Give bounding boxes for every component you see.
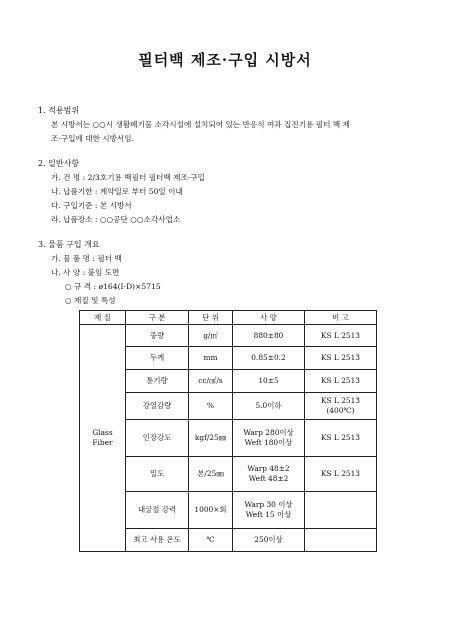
document-title: 필터백 제조·구입 시방서: [138, 51, 312, 69]
row-spec: Warp 30 이상 Weft 15 이상: [233, 492, 305, 529]
section-3-item-spec: 나. 사 양 : 붙임 도면: [51, 268, 120, 277]
section-2-item-place: 라. 납품장소 : ○○공단 ○○소각사업소: [51, 215, 181, 224]
row-unit: 본/25㎜: [189, 457, 233, 492]
row-unit: ℃: [189, 529, 233, 552]
row-item: 강열감량: [126, 393, 189, 420]
row-spec: Warp 48±2 Weft 48±2: [233, 457, 305, 492]
row-unit: g/㎡: [189, 325, 233, 347]
row-spec: 0.85±0.2: [233, 347, 305, 370]
section-1-heading: 1. 적용범위: [38, 106, 80, 115]
header-material: 재 질: [80, 311, 126, 325]
section-2-heading: 2. 일반사항: [38, 159, 80, 168]
row-item: 두께: [126, 347, 189, 370]
row-spec: 250이상: [233, 529, 305, 552]
row-item: 내굴절 강력: [126, 492, 189, 529]
header-unit: 단 위: [189, 311, 233, 325]
row-note: KS L 2513: [305, 420, 377, 457]
row-note: KS L 2513: [305, 370, 377, 393]
table-header-row: [80, 311, 377, 325]
row-unit: cc/㎠/s: [189, 370, 233, 393]
row-note: [305, 492, 377, 529]
row-note: KS L 2513: [305, 347, 377, 370]
material-cell: Glass Fiber: [80, 325, 126, 552]
row-spec: 5.0이하: [233, 393, 305, 420]
row-note: [305, 529, 377, 552]
table-row: [80, 325, 377, 347]
header-category: 구 분: [126, 311, 189, 325]
section-3-item-product: 가. 물 품 명 : 필터 백: [51, 254, 122, 263]
section-1-text-line-1: 본 시방서는 ○○시 생활폐기물 소각시설에 설치되어 있는 반응식 여과 집진기용 필터 백 제: [51, 120, 350, 129]
row-item: 밀도: [126, 457, 189, 492]
row-spec: 10±5: [233, 370, 305, 393]
row-spec: 880±80: [233, 325, 305, 347]
section-3-size: ○ 규 격 : ø164(I·D)×5715: [65, 282, 161, 291]
row-unit: kgf/25㎜: [189, 420, 233, 457]
section-3-quality: ○ 재질 및 특성: [65, 296, 116, 305]
row-note: KS L 2513 (400℃): [305, 393, 377, 420]
row-unit: %: [189, 393, 233, 420]
section-1-text-line-2: 조·구입에 대한 시방서임.: [51, 134, 135, 143]
row-unit: 1000×회: [189, 492, 233, 529]
spec-table: [79, 310, 377, 552]
row-note: KS L 2513: [305, 325, 377, 347]
header-spec: 사 양: [233, 311, 305, 325]
row-spec: Warp 280이상 Weft 180이상: [233, 420, 305, 457]
row-note: KS L 2513: [305, 457, 377, 492]
section-2-item-name: 가. 건 명 : 2/3호기용 백필터 필터백 제조·구입: [51, 173, 205, 182]
section-2-item-standard: 다. 구입기준 : 본 시방서: [51, 201, 132, 210]
section-2-item-deadline: 나. 납품기한 : 계약일로 부터 50일 이내: [51, 187, 183, 196]
row-unit: mm: [189, 347, 233, 370]
header-note: 비 고: [305, 311, 377, 325]
row-item: 인장강도: [126, 420, 189, 457]
row-item: 중량: [126, 325, 189, 347]
section-3-heading: 3. 물품 구입 개요: [38, 240, 100, 249]
row-item: 통기량: [126, 370, 189, 393]
row-item: 최고 사용 온도: [126, 529, 189, 552]
